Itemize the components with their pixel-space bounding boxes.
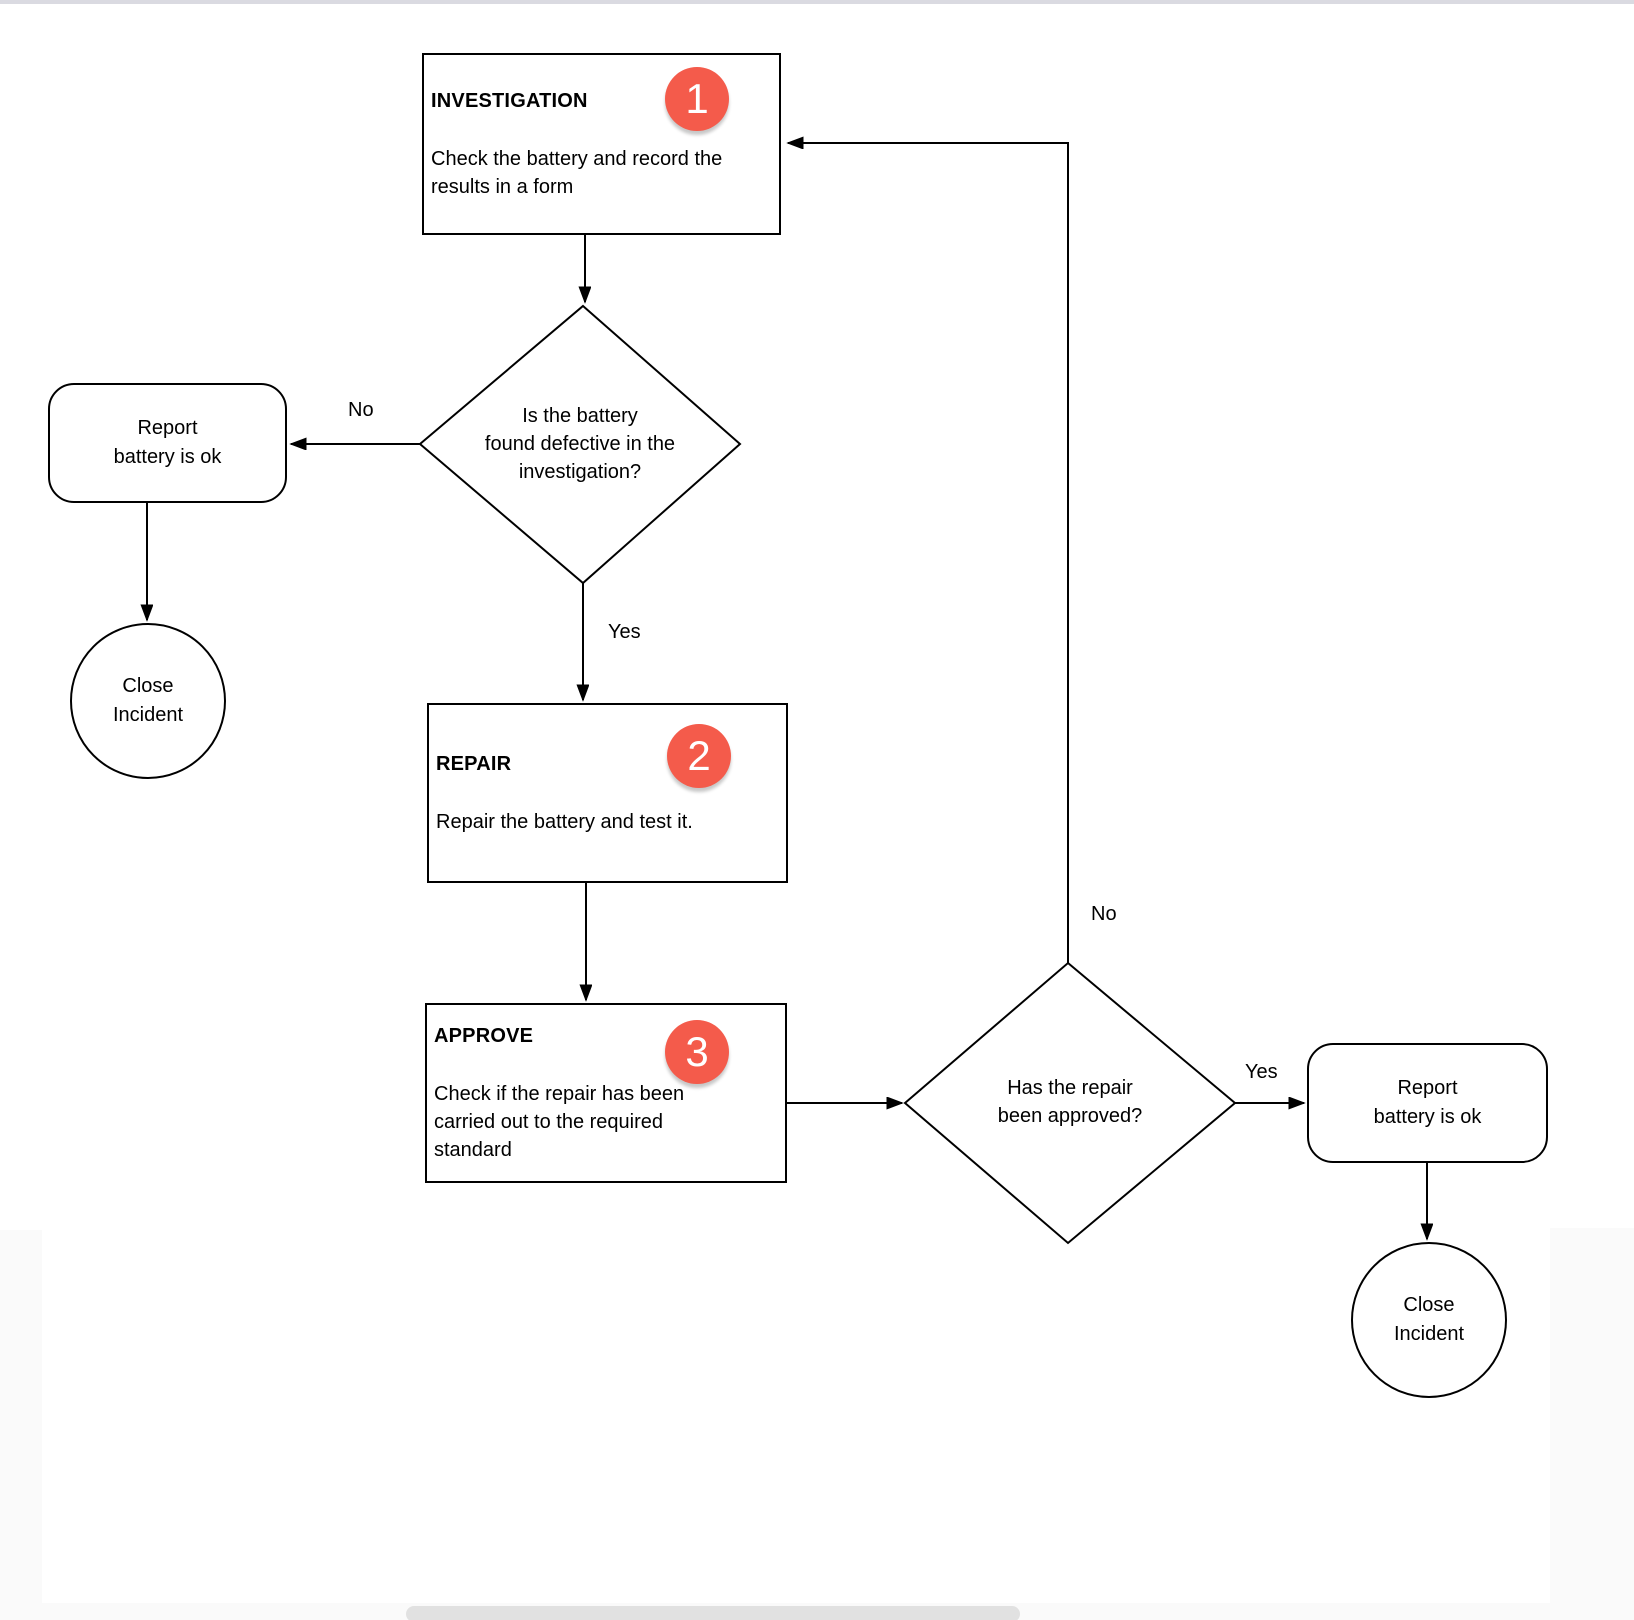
edge-label-yes-defective: Yes: [608, 621, 641, 643]
step-repair-box[interactable]: [427, 703, 788, 883]
step-number-badge-2: 2: [667, 724, 731, 788]
terminal-report-battery-ok-right[interactable]: Report battery is ok: [1307, 1043, 1548, 1163]
offpage-area-right: [1550, 1228, 1634, 1620]
step-title: INVESTIGATION: [431, 90, 588, 112]
edge-approved-no-to-investigation: [788, 143, 1068, 963]
step-description: Check if the repair has been carried out to the required standard: [434, 1083, 685, 1161]
edge-label-no-approved: No: [1091, 903, 1117, 925]
step-description: Repair the battery and test it.: [436, 811, 693, 833]
step-investigation-box[interactable]: [422, 53, 781, 235]
offpage-area-left: [0, 1230, 42, 1620]
step-number-badge-3: 3: [665, 1020, 729, 1084]
terminal-close-incident-right[interactable]: Close Incident: [1351, 1242, 1507, 1398]
horizontal-scrollbar-thumb[interactable]: [406, 1606, 1020, 1620]
edge-label-no-defective: No: [348, 399, 374, 421]
step-approve-box[interactable]: [425, 1003, 787, 1183]
step-number-badge-1: 1: [665, 67, 729, 131]
decision-defective-label: Is the battery found defective in the investigation?: [484, 405, 676, 483]
step-title: APPROVE: [434, 1025, 534, 1047]
decision-approved-label: Has the repair been approved?: [997, 1077, 1143, 1127]
terminal-close-incident-left[interactable]: Close Incident: [70, 623, 226, 779]
step-title: REPAIR: [436, 753, 512, 775]
terminal-report-battery-ok-left[interactable]: Report battery is ok: [48, 383, 287, 503]
edge-label-yes-approved: Yes: [1245, 1061, 1278, 1083]
step-description: Check the battery and record the results in a form: [431, 148, 723, 198]
